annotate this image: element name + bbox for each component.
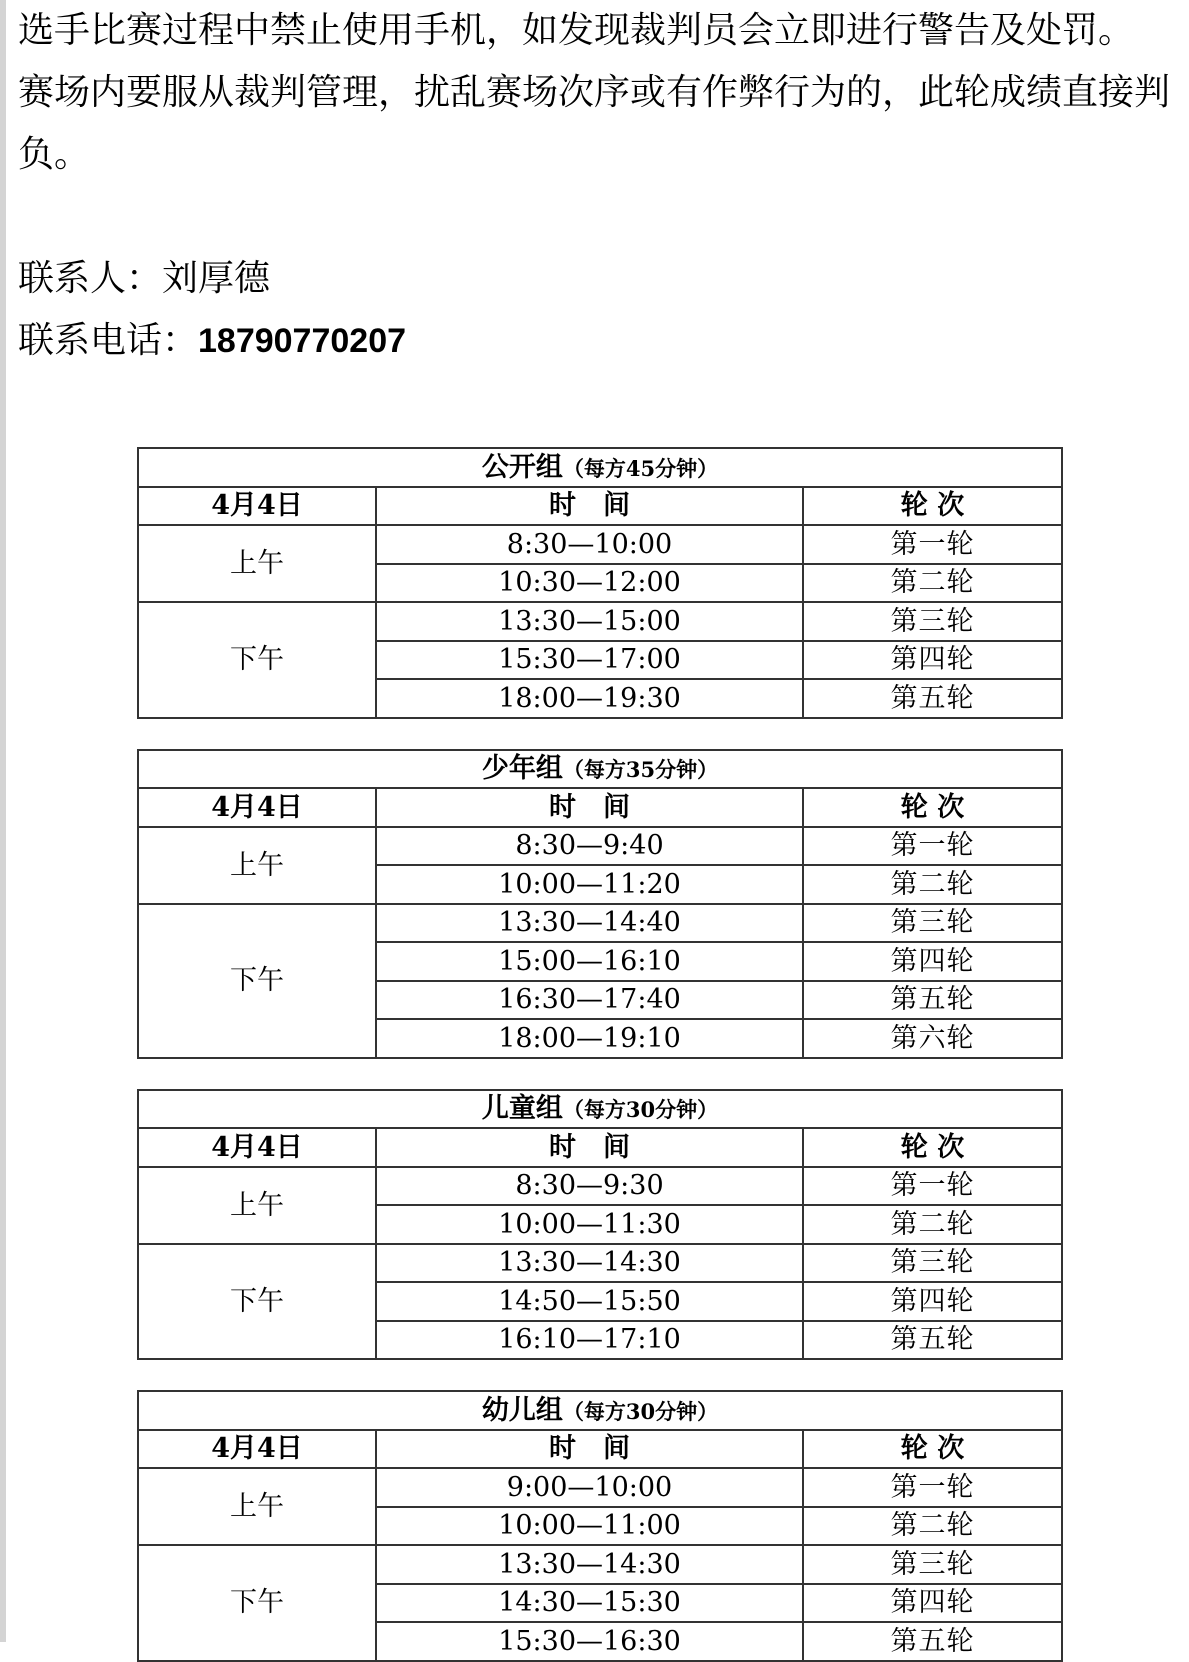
round-label: 第二轮 [803,1507,1062,1546]
table-spacer [137,1059,1061,1089]
schedule-tables [137,447,1061,1662]
group-name: 儿童组 [481,1093,563,1125]
round-label: 第一轮 [803,1167,1062,1206]
schedule-title-row [138,750,1062,789]
schedule-row [138,1167,1062,1206]
time-slot: 13:30—14:30 [376,1545,803,1584]
round-label: 第三轮 [803,1244,1062,1283]
schedule-header-row [138,1128,1062,1167]
time-control-note: （每方30分钟） [562,1097,719,1123]
afternoon-label: 下午 [138,1545,376,1661]
time-control-note: （每方35分钟） [562,757,719,783]
contact-person-line [18,248,1183,310]
morning-label: 上午 [138,1468,376,1545]
page-edge [0,0,6,1642]
group-name: 幼儿组 [481,1394,563,1426]
time-slot: 10:00—11:30 [376,1205,803,1244]
phone-label: 联系电话： [18,320,199,361]
round-label: 第三轮 [803,602,1062,641]
schedule-row [138,525,1062,564]
round-label: 第四轮 [803,641,1062,680]
round-header: 轮 次 [803,1430,1062,1469]
time-header: 时 间 [376,1128,803,1167]
date-header: 4月4日 [138,788,376,827]
time-slot: 13:30—15:00 [376,602,803,641]
time-control-note: （每方45分钟） [562,455,719,481]
time-slot: 15:30—17:00 [376,641,803,680]
date-header: 4月4日 [138,487,376,526]
afternoon-label: 下午 [138,602,376,718]
time-slot: 8:30—9:40 [376,827,803,866]
schedule-row [138,602,1062,641]
schedule-table [137,1390,1063,1662]
time-slot: 15:00—16:10 [376,942,803,981]
rule-referee-management: 赛场内要服从裁判管理，扰乱赛场次序或有作弊行为的，此轮成绩直接判负。 [18,72,1171,175]
time-slot: 9:00—10:00 [376,1468,803,1507]
schedule-header-row [138,487,1062,526]
round-label: 第五轮 [803,1622,1062,1661]
schedule-title [138,448,1062,487]
round-label: 第四轮 [803,1282,1062,1321]
time-slot: 14:30—15:30 [376,1584,803,1623]
schedule-table [137,1089,1063,1361]
schedule-table [137,749,1063,1059]
time-slot: 8:30—10:00 [376,525,803,564]
time-slot: 14:50—15:50 [376,1282,803,1321]
time-slot: 10:00—11:00 [376,1507,803,1546]
time-slot: 15:30—16:30 [376,1622,803,1661]
morning-label: 上午 [138,525,376,602]
round-label: 第一轮 [803,525,1062,564]
blank-line [18,186,1183,248]
schedule-title [138,750,1062,789]
round-label: 第四轮 [803,942,1062,981]
time-header: 时 间 [376,788,803,827]
time-slot: 16:30—17:40 [376,981,803,1020]
time-slot: 16:10—17:10 [376,1321,803,1360]
schedule-row [138,1545,1062,1584]
round-label: 第五轮 [803,981,1062,1020]
round-label: 第三轮 [803,904,1062,943]
schedule-title-row [138,1090,1062,1129]
round-label: 第六轮 [803,1019,1062,1058]
time-slot: 13:30—14:40 [376,904,803,943]
schedule-row [138,1468,1062,1507]
table-spacer [137,1360,1061,1390]
date-header: 4月4日 [138,1128,376,1167]
group-name: 少年组 [481,753,563,785]
round-header: 轮 次 [803,1128,1062,1167]
time-control-note: （每方30分钟） [562,1398,719,1424]
afternoon-label: 下午 [138,1244,376,1360]
contact-name: 刘厚德 [162,258,271,299]
time-slot: 18:00—19:10 [376,1019,803,1058]
contact-phone-line [18,310,1183,372]
round-label: 第二轮 [803,1205,1062,1244]
afternoon-label: 下午 [138,904,376,1058]
round-header: 轮 次 [803,487,1062,526]
schedule-row [138,904,1062,943]
notice-section [18,0,1183,372]
round-label: 第二轮 [803,865,1062,904]
round-label: 第五轮 [803,1321,1062,1360]
round-label: 第二轮 [803,564,1062,603]
schedule-table [137,447,1063,719]
round-label: 第三轮 [803,1545,1062,1584]
round-label: 第五轮 [803,679,1062,718]
time-slot: 18:00—19:30 [376,679,803,718]
schedule-header-row [138,1430,1062,1469]
time-header: 时 间 [376,1430,803,1469]
rule-phone-ban: 选手比赛过程中禁止使用手机，如发现裁判员会立即进行警告及处罚。 [18,10,1135,51]
time-slot: 10:00—11:20 [376,865,803,904]
schedule-header-row [138,788,1062,827]
time-slot: 13:30—14:30 [376,1244,803,1283]
table-spacer [137,719,1061,749]
schedule-title-row [138,1391,1062,1430]
phone-number: 18790770207 [198,322,407,360]
round-label: 第一轮 [803,827,1062,866]
schedule-title-row [138,448,1062,487]
schedule-row [138,827,1062,866]
contact-label: 联系人： [18,258,163,299]
schedule-title [138,1391,1062,1430]
time-slot: 8:30—9:30 [376,1167,803,1206]
time-slot: 10:30—12:00 [376,564,803,603]
morning-label: 上午 [138,1167,376,1244]
morning-label: 上午 [138,827,376,904]
round-label: 第一轮 [803,1468,1062,1507]
schedule-title [138,1090,1062,1129]
group-name: 公开组 [481,451,563,483]
date-header: 4月4日 [138,1430,376,1469]
time-header: 时 间 [376,487,803,526]
round-header: 轮 次 [803,788,1062,827]
schedule-row [138,1244,1062,1283]
round-label: 第四轮 [803,1584,1062,1623]
